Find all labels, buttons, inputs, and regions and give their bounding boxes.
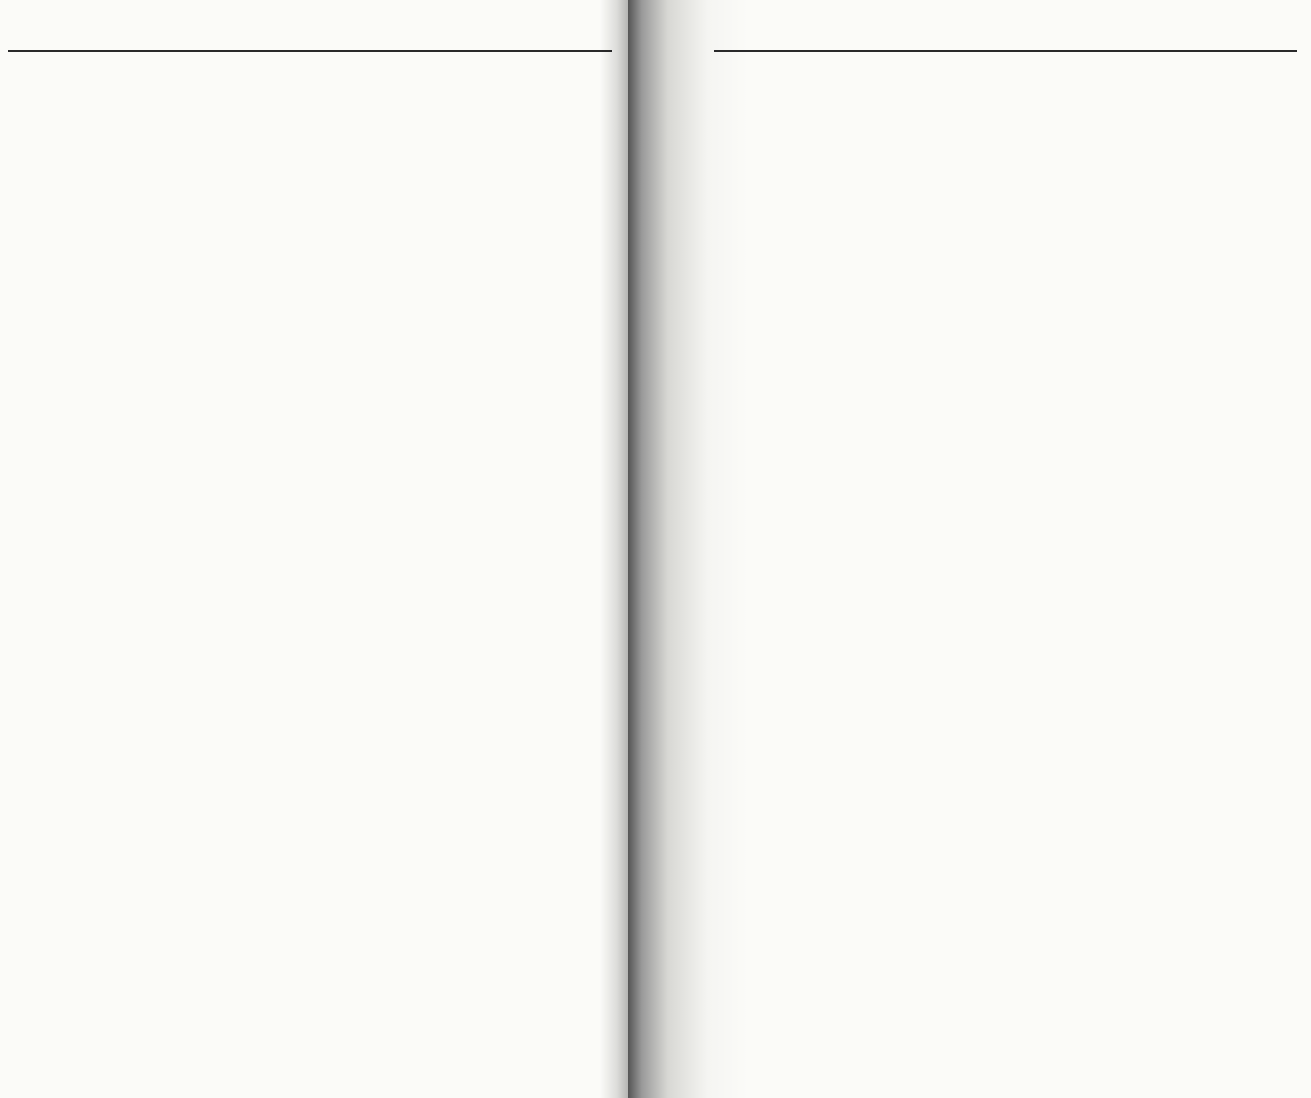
- left-page: [0, 0, 628, 1098]
- left-page-header: [8, 44, 612, 52]
- book-gutter-shadow: [600, 0, 628, 1098]
- right-page: [628, 0, 1311, 1098]
- right-page-header: [714, 44, 1297, 52]
